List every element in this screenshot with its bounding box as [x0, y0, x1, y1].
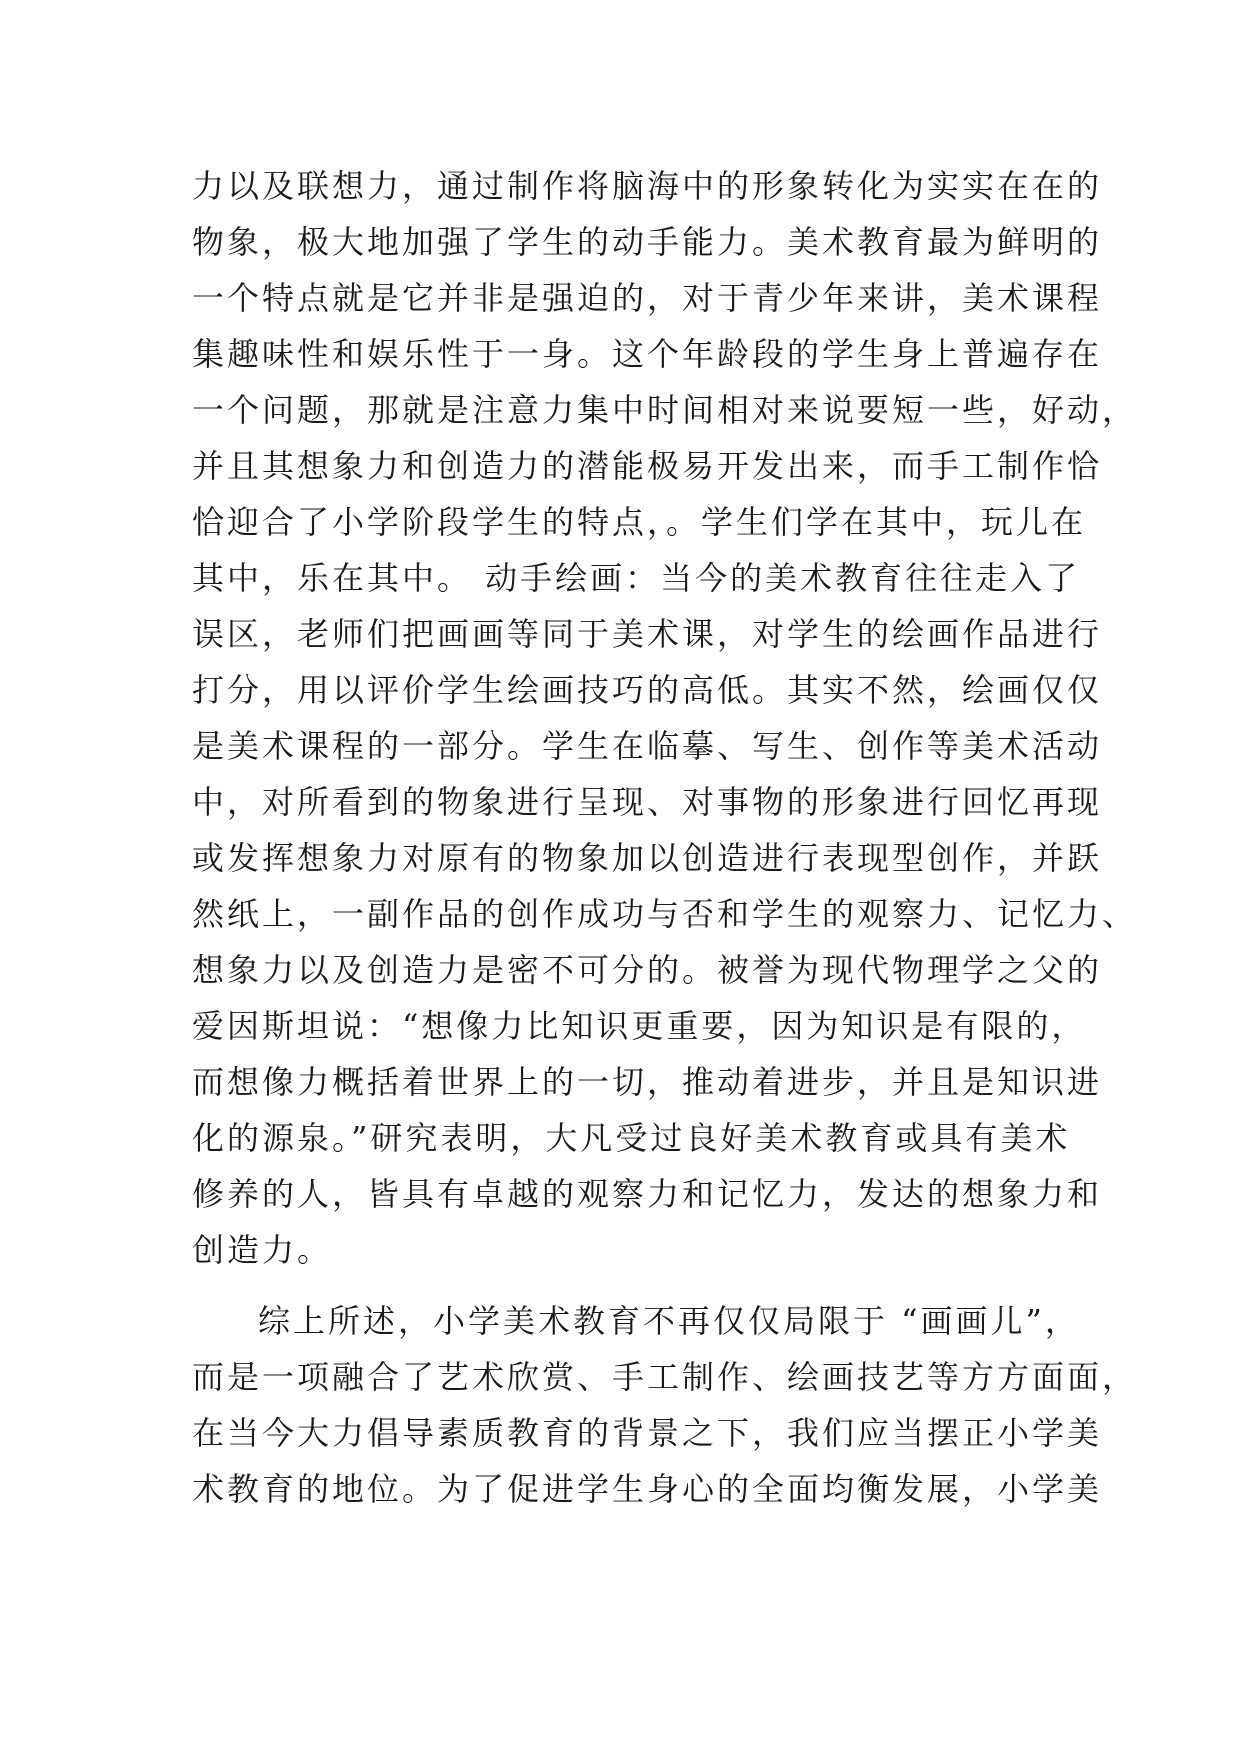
text-line: 中，对所看到的物象进行呈现、对事物的形象进行回忆再现	[192, 783, 1103, 821]
text-line: 想象力以及创造力是密不可分的。被誉为现代物理学之父的	[192, 951, 1103, 989]
text-line: 恰迎合了小学阶段学生的特点，。学生们学在其中，玩儿在	[192, 503, 1087, 541]
text-line: 打分，用以评价学生绘画技巧的高低。其实不然，绘画仅仅	[192, 671, 1103, 709]
body-text	[192, 158, 1138, 1517]
text-line: 并且其想象力和创造力的潜能极易开发出来，而手工制作恰	[192, 447, 1103, 485]
text-line: 是美术课程的一部分。学生在临摹、写生、创作等美术活动	[192, 727, 1103, 765]
text-line: 或发挥想象力对原有的物象加以创造进行表现型创作，并跃	[192, 839, 1103, 877]
text-line: 集趣味性和娱乐性于一身。这个年龄段的学生身上普遍存在	[192, 335, 1103, 373]
text-line: 在当今大力倡导素质教育的背景之下，我们应当摆正小学美	[192, 1414, 1103, 1452]
text-line: 综上所述，小学美术教育不再仅仅局限于 “画画儿”，	[258, 1302, 1080, 1340]
text-line: 一个问题，那就是注意力集中时间相对来说要短一些，好动，	[192, 391, 1138, 429]
text-line: 修养的人，皆具有卓越的观察力和记忆力，发达的想象力和	[192, 1175, 1103, 1213]
paragraph-2	[192, 1293, 1138, 1517]
text-line: 一个特点就是它并非是强迫的，对于青少年来讲，美术课程	[192, 279, 1103, 317]
paragraph-1	[192, 158, 1138, 1278]
text-line: 化的源泉。”研究表明，大凡受过良好美术教育或具有美术	[192, 1119, 1071, 1157]
text-line: 创造力。	[192, 1231, 333, 1269]
text-line: 术教育的地位。为了促进学生身心的全面均衡发展，小学美	[192, 1470, 1103, 1508]
text-line: 其中，乐在其中。 动手绘画：当今的美术教育往往走入了	[192, 559, 1081, 597]
text-line: 误区，老师们把画画等同于美术课，对学生的绘画作品进行	[192, 615, 1103, 653]
text-line: 而想像力概括着世界上的一切，推动着进步，并且是知识进	[192, 1063, 1103, 1101]
text-line: 然纸上，一副作品的创作成功与否和学生的观察力、记忆力、	[192, 895, 1138, 933]
paragraph-spacing	[192, 1278, 1052, 1293]
text-line: 力以及联想力，通过制作将脑海中的形象转化为实实在在的	[192, 167, 1103, 205]
text-line: 而是一项融合了艺术欣赏、手工制作、绘画技艺等方方面面，	[192, 1358, 1138, 1396]
text-line: 爱因斯坦说：“想像力比知识更重要，因为知识是有限的，	[192, 1007, 1087, 1045]
text-line: 物象，极大地加强了学生的动手能力。美术教育最为鲜明的	[192, 223, 1103, 261]
